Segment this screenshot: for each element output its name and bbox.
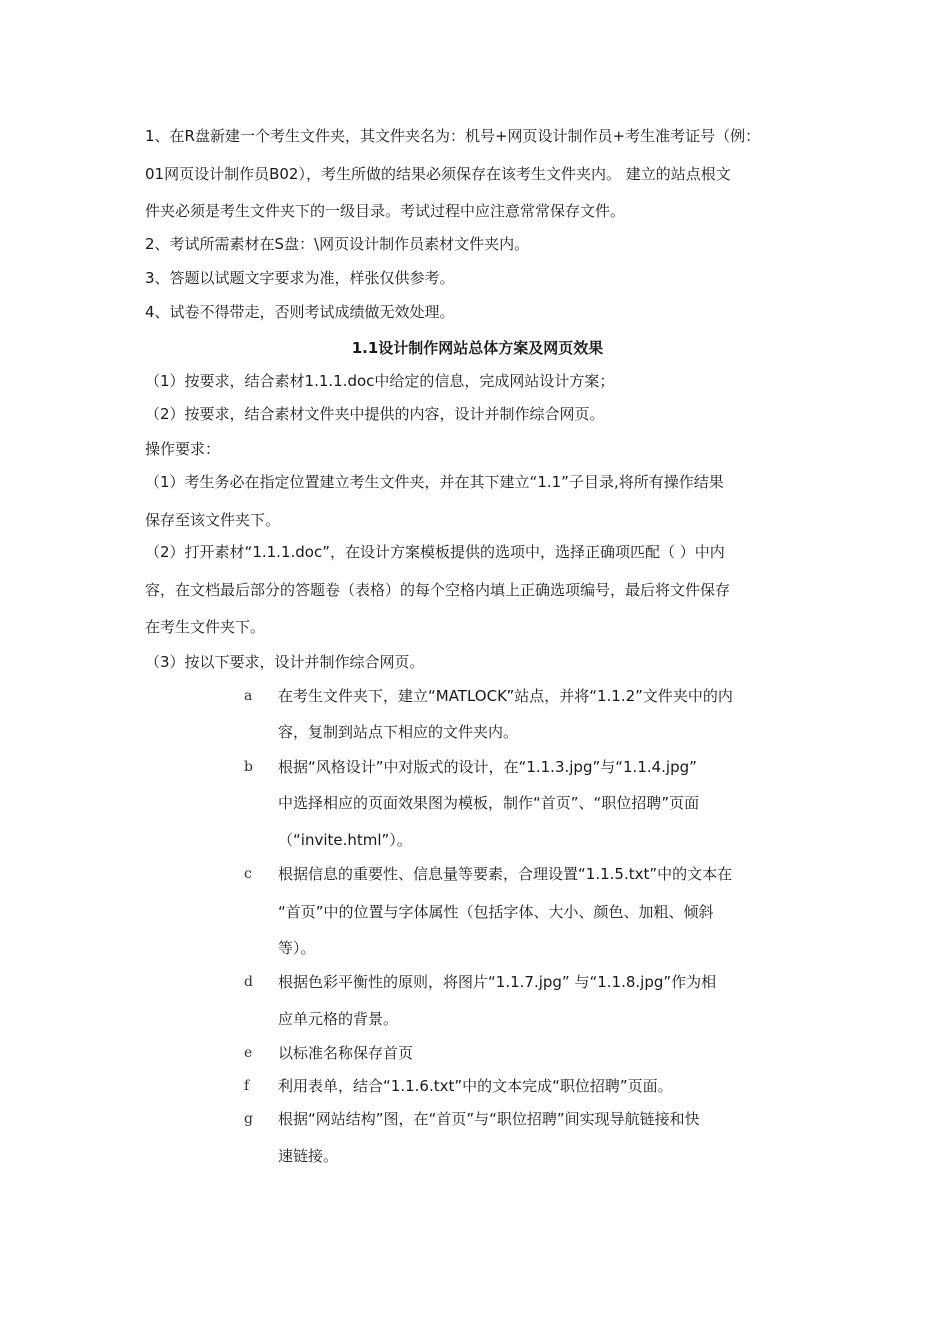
intro-line: 1、在R盘新建一个考生文件夹，其文件夹名为：机号+网页设计制作员+考生准考证号（例： xyxy=(145,127,761,145)
requirements-heading: 操作要求： xyxy=(145,440,221,458)
intro-line: 件夹必须是考生文件夹下的一级目录。考试过程中应注意常常保存文件。 xyxy=(145,202,626,220)
intro-line: 2、考试所需素材在S盘：\网页设计制作员素材文件夹内。 xyxy=(145,235,530,253)
sub-item-marker: c xyxy=(244,866,252,882)
requirement-line: （3）按以下要求，设计并制作综合网页。 xyxy=(145,653,425,671)
sub-item-line: 根据信息的重要性、信息量等要素，合理设置“1.1.5.txt”中的文本在 xyxy=(278,865,733,883)
sub-item-marker: g xyxy=(244,1111,253,1127)
sub-item-line: （“invite.html”）。 xyxy=(278,831,412,849)
requirement-line: （2）打开素材“1.1.1.doc”，在设计方案模板提供的选项中，选择正确项匹配（ ）中内 xyxy=(145,543,725,561)
sub-item-marker: e xyxy=(244,1045,253,1061)
sub-item-line: 利用表单，结合“1.1.6.txt”中的文本完成“职位招聘”页面。 xyxy=(278,1077,673,1095)
sub-item-marker: a xyxy=(244,688,253,704)
intro-line: 4、试卷不得带走，否则考试成绩做无效处理。 xyxy=(145,303,455,321)
requirement-line: （1）考生务必在指定位置建立考生文件夹，并在其下建立“1.1”子目录,将所有操作结果 xyxy=(145,473,724,491)
sub-item-line: 根据“风格设计”中对版式的设计，在“1.1.3.jpg”与“1.1.4.jpg” xyxy=(278,758,697,776)
sub-item-line: 根据“网站结构”图，在“首页”与“职位招聘”间实现导航链接和快 xyxy=(278,1110,700,1128)
sub-item-line: 等）。 xyxy=(278,939,316,957)
requirement-line: 保存至该文件夹下。 xyxy=(145,511,281,529)
task-line: （2）按要求，结合素材文件夹中提供的内容，设计并制作综合网页。 xyxy=(145,405,605,423)
sub-item-marker: d xyxy=(244,974,253,990)
intro-line: 01网页设计制作员B02），考生所做的结果必须保存在该考生文件夹内。 建立的站点根文 xyxy=(145,165,731,183)
requirement-line: 在考生文件夹下。 xyxy=(145,618,266,636)
sub-item-line: 速链接。 xyxy=(278,1147,339,1165)
section-title: 1.1设计制作网站总体方案及网页效果 xyxy=(351,339,604,357)
task-line: （1）按要求，结合素材1.1.1.doc中给定的信息，完成网站设计方案； xyxy=(145,372,615,390)
intro-line: 3、答题以试题文字要求为准，样张仅供参考。 xyxy=(145,269,455,287)
sub-item-line: 容，复制到站点下相应的文件夹内。 xyxy=(278,723,519,741)
sub-item-line: 以标准名称保存首页 xyxy=(278,1044,414,1062)
sub-item-line: 在考生文件夹下，建立“MATLOCK”站点，并将“1.1.2”文件夹中的内 xyxy=(278,687,733,705)
sub-item-marker: f xyxy=(244,1078,250,1094)
sub-item-line: 根据色彩平衡性的原则，将图片“1.1.7.jpg” 与“1.1.8.jpg”作为相 xyxy=(278,973,717,991)
sub-item-line: “首页”中的位置与字体属性（包括字体、大小、颜色、加粗、倾斜 xyxy=(278,903,714,921)
sub-item-line: 应单元格的背景。 xyxy=(278,1010,399,1028)
sub-item-marker: b xyxy=(244,759,253,775)
sub-item-line: 中选择相应的页面效果图为模板，制作“首页”、“职位招聘”页面 xyxy=(278,794,700,812)
requirement-line: 容，在文档最后部分的答题卷（表格）的每个空格内填上正确选项编号，最后将文件保存 xyxy=(145,581,731,599)
